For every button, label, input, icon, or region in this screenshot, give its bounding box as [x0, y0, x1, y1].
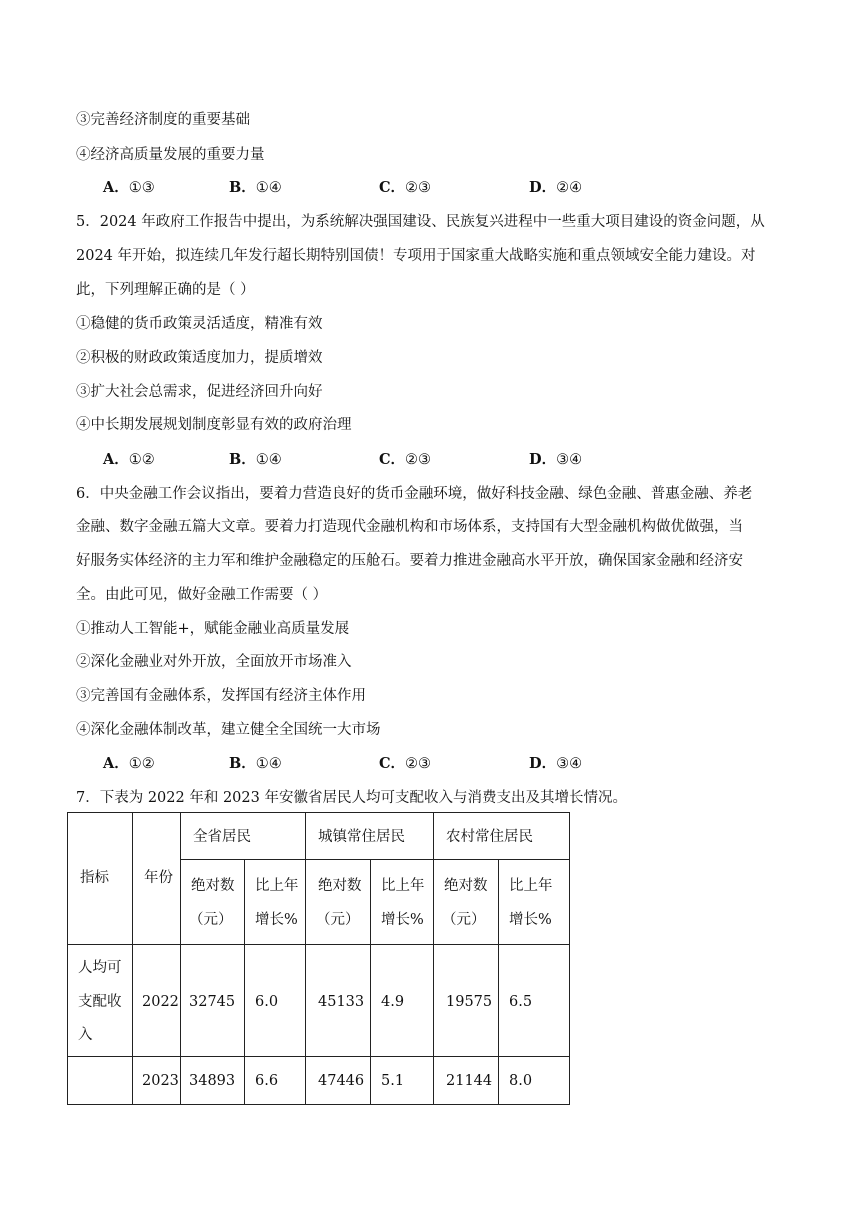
row2-urban-abs-cell — [305, 1056, 371, 1105]
q5-option-a[interactable]: A．①② — [103, 451, 155, 468]
q5-statement-4: ④中长期发展规划制度彰显有效的政府治理 — [76, 417, 352, 433]
q4-statement-3: ③完善经济制度的重要基础 — [76, 112, 250, 128]
row1-indicator-line-1: 人均可 — [78, 960, 122, 976]
q4-option-b[interactable]: B．①④ — [229, 179, 282, 196]
sub-growth-province-cell — [244, 859, 306, 945]
q5-statement-2: ②积极的财政政策适度加力，提质增效 — [76, 350, 323, 366]
header-year-cell — [132, 812, 181, 945]
sub-growth-unit: 增长% — [255, 912, 298, 928]
q6-statement-3: ③完善国有金融体系，发挥国有经济主体作用 — [76, 688, 366, 704]
row1-rural-growth-cell — [498, 944, 570, 1057]
header-year: 年份 — [144, 870, 173, 886]
q5-stem-line-3: 此，下列理解正确的是（ ） — [76, 282, 255, 298]
row2-rural-growth: 8.0 — [509, 1073, 533, 1089]
income-table — [68, 813, 570, 1105]
q6-stem-line-2: 金融、数字金融五篇大文章。要着力打造现代金融机构和市场体系，支持国有大型金融机构做优做强，当 — [76, 519, 743, 535]
header-indicator-cell — [67, 812, 133, 945]
row1-urban-abs-cell — [305, 944, 371, 1057]
q5-option-d[interactable]: D．③④ — [529, 451, 583, 468]
row2-rural-abs: 21144 — [446, 1073, 493, 1089]
q6-option-a[interactable]: A．①② — [103, 755, 155, 772]
row2-province-abs: 34893 — [189, 1073, 236, 1089]
row1-indicator-line-3: 入 — [78, 1027, 93, 1043]
q6-options — [103, 754, 703, 774]
row1-rural-growth: 6.5 — [509, 994, 533, 1010]
row1-rural-abs: 19575 — [446, 994, 493, 1010]
row2-province-growth: 6.6 — [255, 1073, 279, 1089]
sub-growth-unit: 增长% — [509, 912, 552, 928]
group-province: 全省居民 — [193, 829, 251, 845]
q6-statement-1: ①推动人工智能+，赋能金融业高质量发展 — [76, 621, 350, 637]
row1-province-growth-cell — [244, 944, 306, 1057]
group-urban-cell — [305, 812, 434, 860]
row1-year-cell — [132, 944, 181, 1057]
sub-growth-label: 比上年 — [255, 878, 299, 894]
q5-statement-1: ①稳健的货币政策灵活适度，精准有效 — [76, 316, 323, 332]
sub-growth-rural-cell — [498, 859, 570, 945]
row2-year: 2023 — [142, 1073, 179, 1089]
row1-indicator-cell — [67, 944, 133, 1057]
row2-province-growth-cell — [244, 1056, 306, 1105]
sub-abs-label: 绝对数 — [191, 878, 235, 894]
row2-rural-abs-cell — [433, 1056, 499, 1105]
q5-stem-line-1: 5．2024 年政府工作报告中提出，为系统解决强国建设、民族复兴进程中一些重大项目建设的资金问题，从 — [76, 214, 765, 230]
sub-growth-label: 比上年 — [509, 878, 553, 894]
sub-abs-label: 绝对数 — [318, 878, 362, 894]
q6-option-c[interactable]: C．②③ — [379, 755, 432, 772]
row1-province-abs: 32745 — [189, 994, 236, 1010]
sub-growth-unit: 增长% — [381, 912, 424, 928]
q4-option-a[interactable]: A．①③ — [103, 179, 155, 196]
sub-abs-rural-cell — [433, 859, 499, 945]
sub-abs-unit: （元） — [189, 912, 233, 928]
row2-rural-growth-cell — [498, 1056, 570, 1105]
sub-abs-unit: （元） — [316, 912, 360, 928]
row1-indicator-line-2: 支配收 — [78, 994, 122, 1010]
q6-stem-line-1: 6．中央金融工作会议指出，要着力营造良好的货币金融环境，做好科技金融、绿色金融、普惠金融、养老 — [76, 486, 753, 502]
q5-stem-line-2: 2024 年开始，拟连续几年发行超长期特别国债！专项用于国家重大战略实施和重点领域安全能力建设。对 — [76, 248, 756, 264]
row2-year-cell — [132, 1056, 181, 1105]
row2-urban-abs: 47446 — [318, 1073, 365, 1089]
row1-year: 2022 — [142, 994, 179, 1010]
q5-options — [103, 450, 703, 470]
sub-abs-unit: （元） — [442, 912, 486, 928]
q6-option-d[interactable]: D．③④ — [529, 755, 583, 772]
row1-urban-abs: 45133 — [318, 994, 365, 1010]
q7-stem: 7．下表为 2022 年和 2023 年安徽省居民人均可支配收入与消费支出及其增长情况。 — [76, 790, 627, 806]
row1-urban-growth-cell — [370, 944, 434, 1057]
sub-abs-urban-cell — [305, 859, 371, 945]
group-province-cell — [180, 812, 306, 860]
q6-stem-line-4: 全。由此可见，做好金融工作需要（ ） — [76, 587, 328, 603]
group-rural-cell — [433, 812, 570, 860]
q6-statement-4: ④深化金融体制改革，建立健全全国统一大市场 — [76, 722, 381, 738]
sub-growth-label: 比上年 — [381, 878, 425, 894]
row2-indicator-cell — [67, 1056, 133, 1105]
sub-abs-label: 绝对数 — [444, 878, 488, 894]
sub-abs-province-cell — [180, 859, 245, 945]
sub-growth-urban-cell — [370, 859, 434, 945]
row1-province-abs-cell — [180, 944, 245, 1057]
q4-option-d[interactable]: D．②④ — [529, 179, 583, 196]
q4-options — [103, 178, 703, 198]
q6-statement-2: ②深化金融业对外开放，全面放开市场准入 — [76, 654, 352, 670]
q5-option-c[interactable]: C．②③ — [379, 451, 432, 468]
row2-urban-growth: 5.1 — [381, 1073, 405, 1089]
q6-stem-line-3: 好服务实体经济的主力军和维护金融稳定的压舱石。要着力推进金融高水平开放，确保国家金融和经济安 — [76, 553, 743, 569]
group-rural: 农村常住居民 — [446, 829, 533, 845]
row1-province-growth: 6.0 — [255, 994, 279, 1010]
q4-statement-4: ④经济高质量发展的重要力量 — [76, 147, 265, 163]
row1-rural-abs-cell — [433, 944, 499, 1057]
q5-statement-3: ③扩大社会总需求，促进经济回升向好 — [76, 384, 323, 400]
row2-urban-growth-cell — [370, 1056, 434, 1105]
q4-option-c[interactable]: C．②③ — [379, 179, 432, 196]
group-urban: 城镇常住居民 — [318, 829, 405, 845]
header-indicator: 指标 — [80, 870, 109, 886]
q5-option-b[interactable]: B．①④ — [229, 451, 282, 468]
q6-option-b[interactable]: B．①④ — [229, 755, 282, 772]
row2-province-abs-cell — [180, 1056, 245, 1105]
row1-urban-growth: 4.9 — [381, 994, 405, 1010]
